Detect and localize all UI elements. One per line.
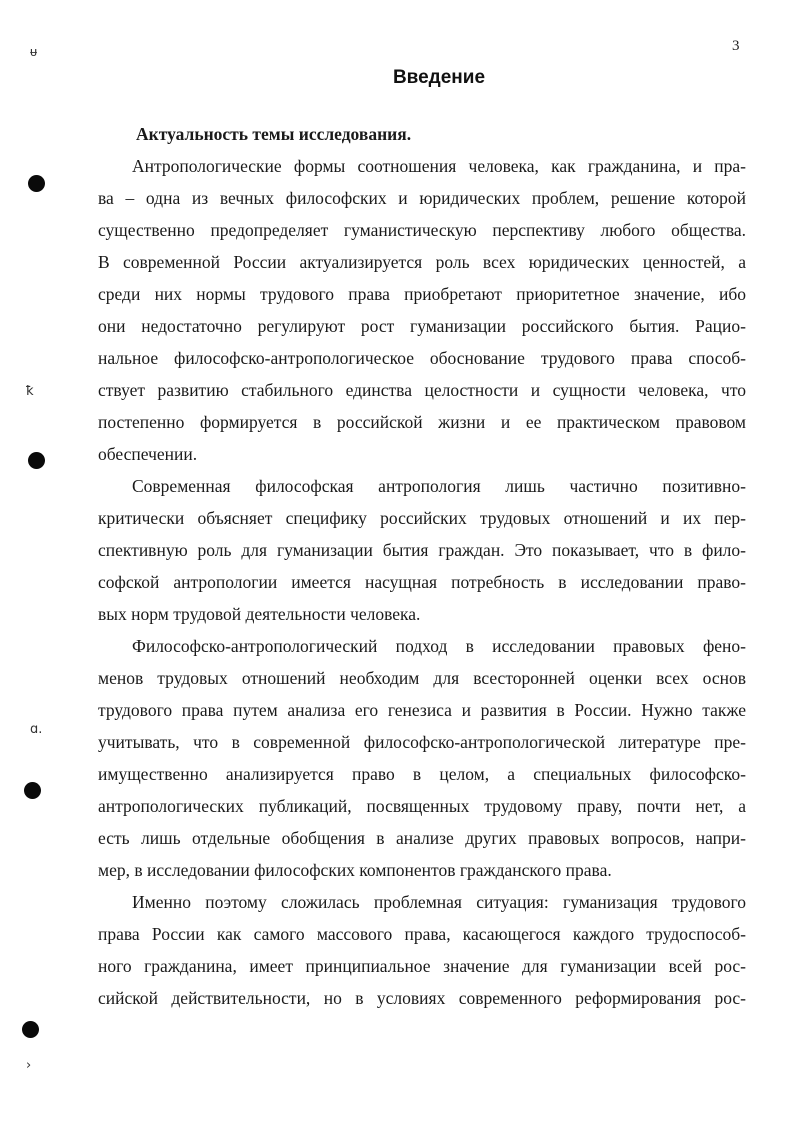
- scan-mark-icon: ᵾ: [30, 45, 38, 60]
- scan-mark-icon: ɑ.: [30, 722, 43, 737]
- text-line: имущественно анализируется право в целом, а специальных философско-: [98, 764, 746, 784]
- text-line: существенно предопределяет гуманистическую перспективу любого общества.: [98, 220, 746, 240]
- text-line: нальное философско-антропологическое обоснование трудового права способ-: [98, 348, 746, 368]
- text-line: ного гражданина, имеет принципиальное значение для гуманизации всей рос-: [98, 956, 746, 976]
- text-line: ва – одна из вечных философских и юридических проблем, решение которой: [98, 188, 746, 208]
- text-line: сийской действительности, но в условиях современного реформирования рос-: [98, 988, 746, 1008]
- text-line: постепенно формируется в российской жизни и ее практическом правовом: [98, 412, 746, 432]
- text-line: софской антропологии имеется насущная потребность в исследовании право-: [98, 572, 746, 592]
- page-title: Введение: [392, 67, 486, 88]
- punch-hole: [28, 175, 45, 192]
- text-line: среди них нормы трудового права приобретают приоритетное значение, ибо: [98, 284, 746, 304]
- punch-hole: [24, 782, 41, 799]
- text-line: мер, в исследовании философских компонентов гражданского права.: [98, 860, 612, 880]
- text-line: спективную роль для гуманизации бытия граждан. Это показывает, что в фило-: [98, 540, 746, 560]
- text-line: они недостаточно регулируют рост гуманизации российского бытия. Рацио-: [98, 316, 746, 336]
- text-line: права России как самого массового права, касающегося каждого трудоспособ-: [98, 924, 746, 944]
- text-line: критически объясняет специфику российских трудовых отношений и их пер-: [98, 508, 746, 528]
- text-line: В современной России актуализируется роль всех юридических ценностей, а: [98, 252, 746, 272]
- text-line: менов трудовых отношений необходим для всесторонней оценки всех основ: [98, 668, 746, 688]
- punch-hole: [28, 452, 45, 469]
- text-line: вых норм трудовой деятельности человека.: [98, 604, 421, 624]
- text-line: учитывать, что в современной философско-антропологической литературе пре-: [98, 732, 746, 752]
- text-line: Современная философская антропология лишь частично позитивно-: [132, 476, 746, 496]
- scan-mark-icon: ꝁ: [26, 384, 34, 399]
- text-line: Философско-антропологический подход в исследовании правовых фено-: [132, 636, 746, 656]
- text-line: Именно поэтому сложилась проблемная ситуация: гуманизация трудового: [132, 892, 746, 912]
- text-line: антропологических публикаций, посвященных трудовому праву, почти нет, а: [98, 796, 746, 816]
- scan-mark-icon: ›: [26, 1058, 32, 1073]
- text-line: трудового права путем анализа его генезиса и развития в России. Нужно также: [98, 700, 746, 720]
- document-body: [98, 118, 746, 1014]
- section-heading: Актуальность темы исследования.: [136, 124, 412, 144]
- text-line: ствует развитию стабильного единства целостности и сущности человека, что: [98, 380, 746, 400]
- text-line: обеспечении.: [98, 444, 198, 464]
- text-line: Антропологические формы соотношения человека, как гражданина, и пра-: [132, 156, 746, 176]
- page-number: 3: [732, 38, 740, 54]
- punch-hole: [22, 1021, 39, 1038]
- text-line: есть лишь отдельные обобщения в анализе других правовых вопросов, напри-: [98, 828, 746, 848]
